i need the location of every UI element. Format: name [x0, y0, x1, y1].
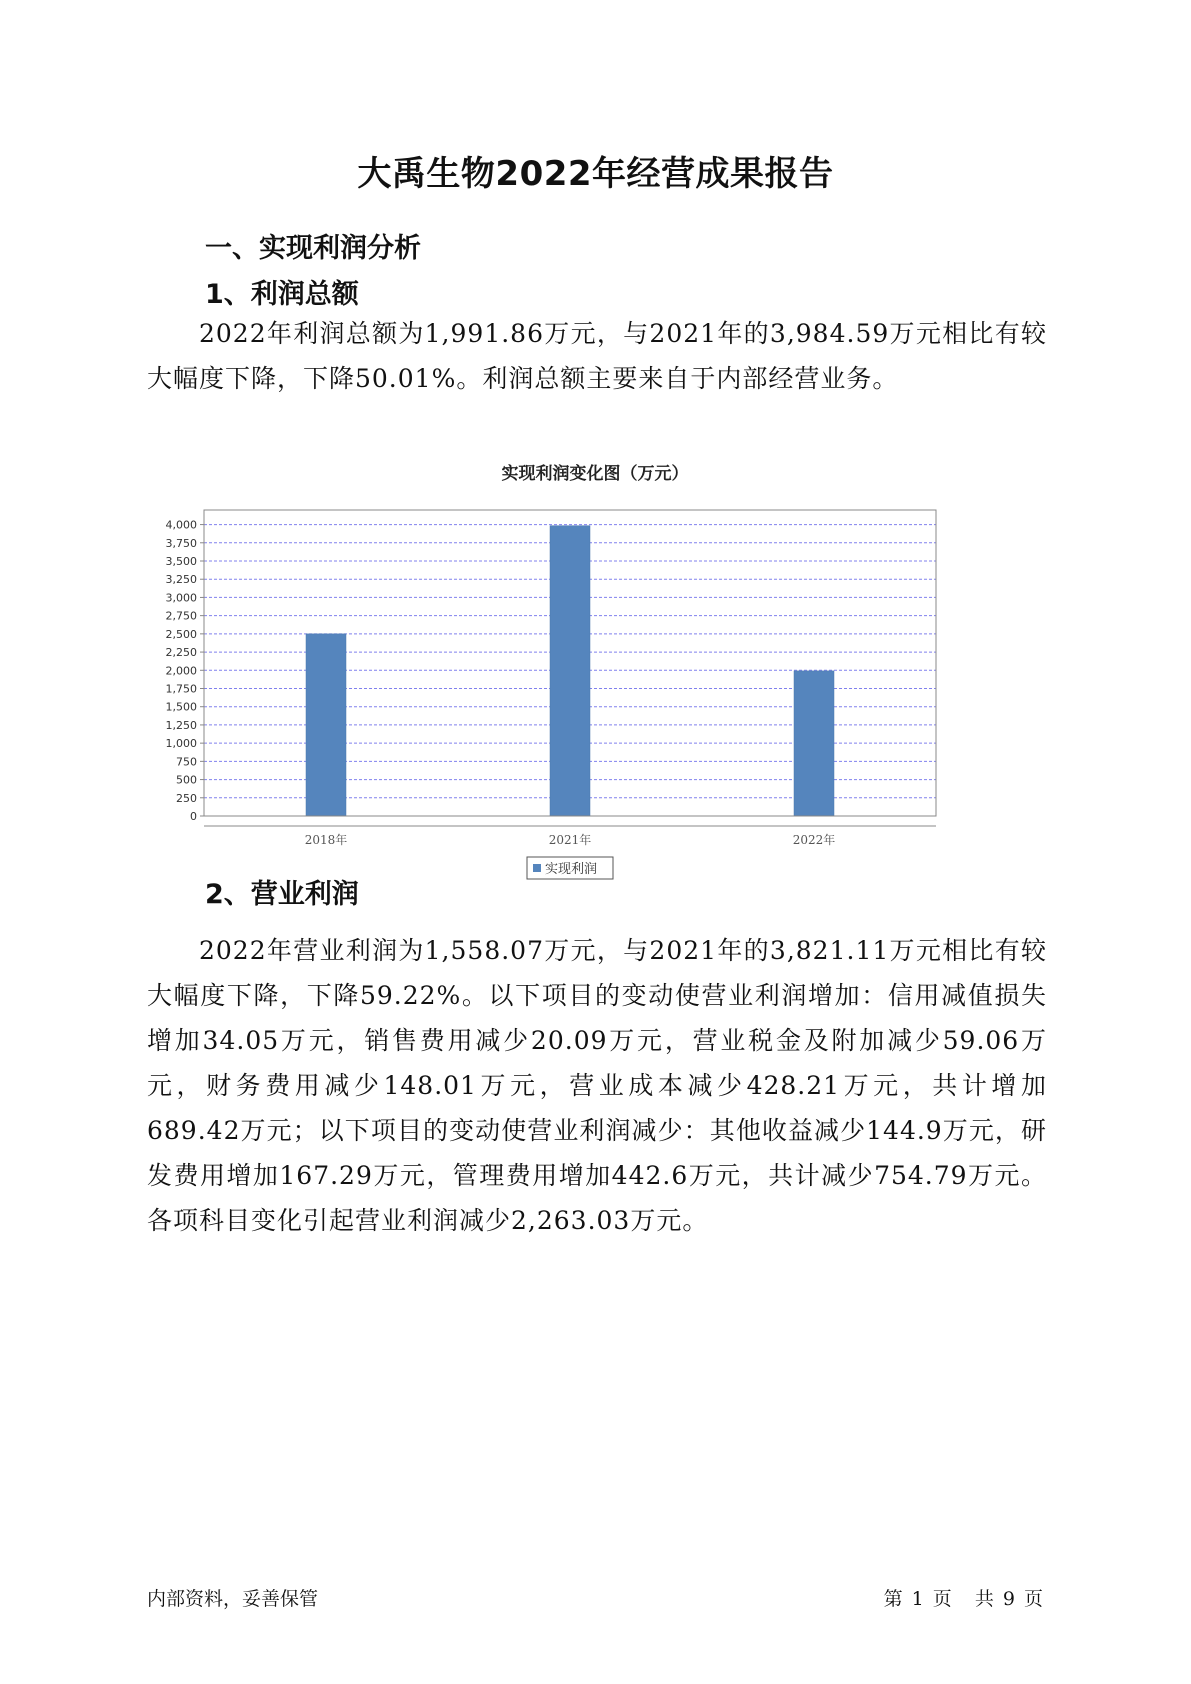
x-tick-label: 2021年: [548, 833, 592, 847]
y-tick-label: 3,000: [165, 591, 197, 605]
y-tick-label: 3,500: [165, 555, 197, 568]
page-title: 大禹生物2022年经营成果报告: [357, 154, 834, 194]
y-tick-label: 3,750: [165, 536, 197, 550]
x-tick-label: 2022年: [792, 833, 836, 847]
y-axis-ticks: [166, 519, 205, 823]
footer-confidential-note: 内部资料，妥善保管: [147, 1588, 319, 1610]
y-tick-label: 1,250: [165, 718, 197, 732]
y-tick-label: 250: [176, 791, 197, 805]
chart-title: 实现利润变化图（万元）: [501, 464, 689, 484]
bar-2021年: [550, 526, 590, 816]
y-tick-label: 2,750: [165, 609, 197, 623]
y-tick-label: 1,750: [165, 682, 197, 696]
x-tick-label: 2018年: [304, 833, 348, 847]
total-prefix: 共: [974, 1588, 995, 1610]
page-number: 1: [911, 1588, 925, 1610]
footer-page-indicator: [880, 1584, 1048, 1611]
page-prefix: 第: [883, 1588, 904, 1610]
profit-bar-chart: [160, 455, 1030, 915]
section-heading-profit-analysis: 一、实现利润分析: [205, 233, 421, 264]
subsection-heading-operating-profit: 2、营业利润: [205, 879, 359, 910]
profit-chart: [160, 455, 1030, 915]
chart-legend: [527, 857, 613, 879]
y-tick-label: 500: [176, 773, 197, 787]
y-tick-label: 1,500: [165, 700, 197, 714]
y-tick-label: 3,250: [165, 573, 197, 587]
y-tick-label: 2,000: [165, 664, 197, 678]
y-tick-label: 0: [190, 810, 197, 823]
x-axis-ticks: [305, 832, 836, 847]
total-pages: 9: [1002, 1588, 1016, 1610]
chart-bars: [306, 526, 834, 816]
y-tick-label: 1,000: [165, 737, 197, 751]
bar-2022年: [794, 671, 834, 816]
legend-swatch: [533, 864, 541, 872]
page-unit: 页: [932, 1588, 953, 1610]
y-tick-label: 2,500: [165, 627, 197, 641]
y-tick-label: 4,000: [165, 518, 197, 532]
paragraph-operating-profit: 2022年营业利润为1,558.07万元，与2021年的3,821.11万元相比有较大幅度下降，下降59.22%。以下项目的变动使营业利润增加：信用减值损失增加34.05万元，销售费用减少20.09万元，营业税金及附加减少59.06万元，财务费用减少148.01万元，营业成本减少428.21万元，共计增加689.42万元；以下项目的变动使营业利润减少：其他收益减少144.9万元，研发费用增加167.29万元，管理费用增加442.6万元，共计减少754.79万元。各项科目变化引起营业利润减少2,263.03万元。: [147, 936, 1047, 1235]
legend-label: 实现利润: [545, 862, 598, 877]
y-tick-label: 2,250: [165, 646, 197, 660]
bar-2018年: [306, 634, 346, 816]
y-tick-label: 750: [176, 755, 197, 769]
paragraph-total-profit: 2022年利润总额为1,991.86万元，与2021年的3,984.59万元相比有较大幅度下降，下降50.01%。利润总额主要来自于内部经营业务。: [147, 319, 1047, 393]
subsection-heading-total-profit: 1、利润总额: [205, 279, 359, 310]
total-unit: 页: [1023, 1588, 1044, 1610]
